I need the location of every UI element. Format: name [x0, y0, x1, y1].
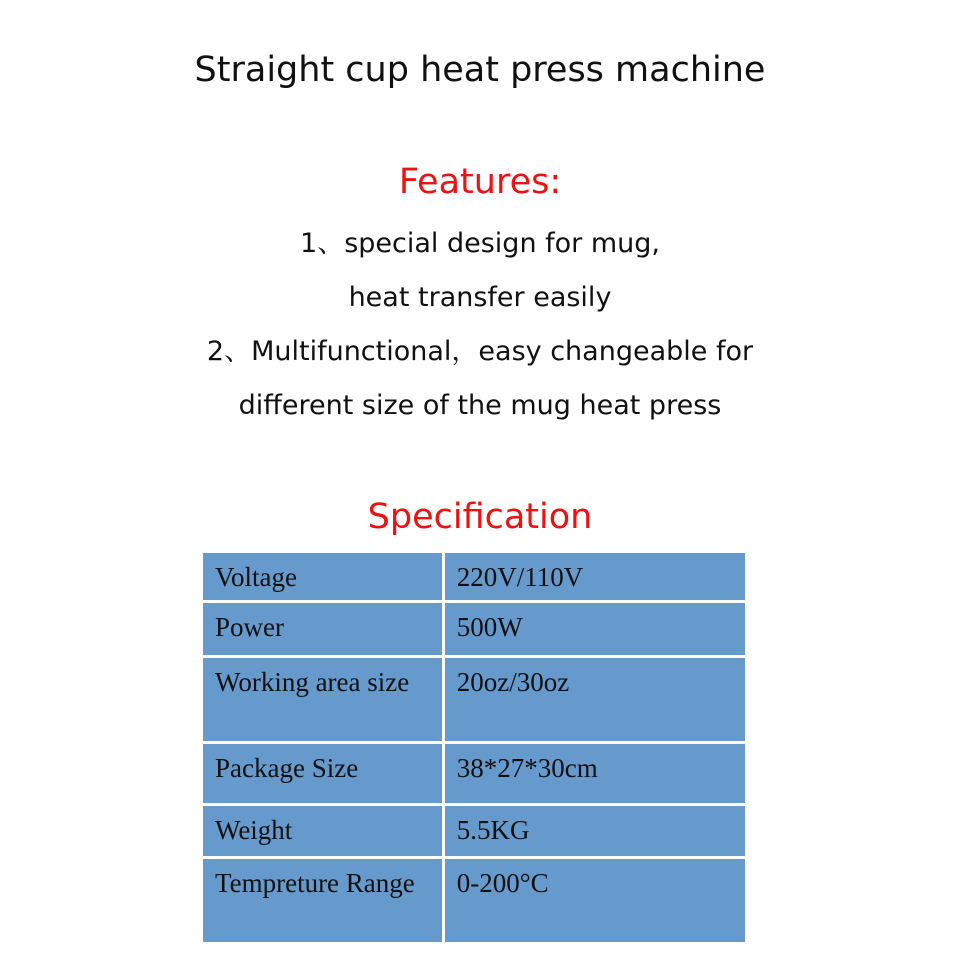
spec-label-temperature-range: Tempreture Range	[202, 858, 444, 944]
features-heading: Features:	[398, 162, 562, 202]
spec-value-power: 500W	[443, 602, 746, 657]
spec-label-power: Power	[202, 602, 444, 657]
spec-value-temperature-range: 0-200°C	[443, 858, 746, 944]
spec-label-package-size: Package Size	[202, 743, 444, 805]
spec-value-voltage: 220V/110V	[443, 552, 746, 602]
feature-line: 2、Multifunctional，easy changeable for	[206, 336, 754, 367]
feature-line: different size of the mug heat press	[238, 390, 722, 421]
table-row	[202, 657, 747, 743]
table-row	[202, 602, 747, 657]
feature-line: heat transfer easily	[348, 282, 612, 313]
table-row	[202, 858, 747, 944]
table-row	[202, 552, 747, 602]
spec-label-voltage: Voltage	[202, 552, 444, 602]
specification-table	[200, 550, 748, 945]
table-row	[202, 805, 747, 858]
spec-value-working-area: 20oz/30oz	[443, 657, 746, 743]
feature-line: 1、special design for mug,	[300, 228, 660, 259]
spec-label-weight: Weight	[202, 805, 444, 858]
table-row	[202, 743, 747, 805]
spec-value-package-size: 38*27*30cm	[443, 743, 746, 805]
spec-label-working-area: Working area size	[202, 657, 444, 743]
page-title: Straight cup heat press machine	[194, 50, 766, 90]
specification-heading: Specification	[367, 497, 593, 537]
spec-value-weight: 5.5KG	[443, 805, 746, 858]
